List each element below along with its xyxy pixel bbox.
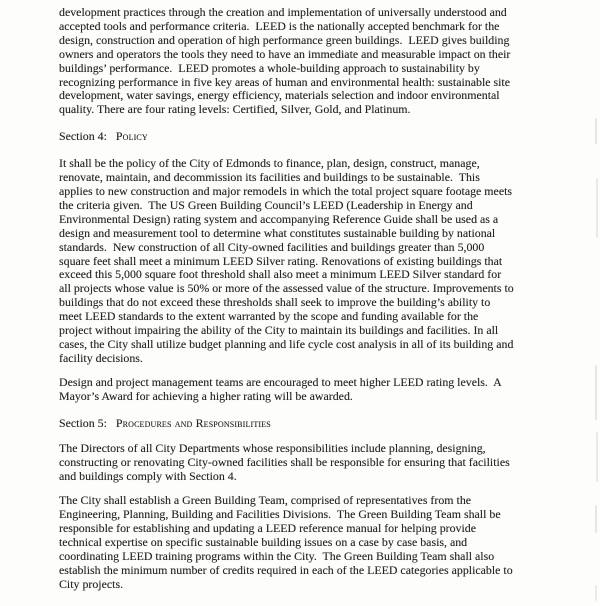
section-5-title: Procedures and Responsibilities <box>115 415 271 430</box>
section-4-label: Section 4: <box>59 129 107 144</box>
scan-artifact <box>595 585 597 601</box>
paragraph-mayors-award: Design and project management teams are encouraged to meet higher LEED rating levels. A Mayor’s Award for achieving a higher rating will be awarded. <box>59 374 505 403</box>
paragraph-policy-body: It shall be the policy of the City of Edmonds to finance, plan, design, construct, manage, renovate, maintain, and decommission its facilities and buildings to be sustainable. This applies to new construction and major remodels in which the total project square footage meets the criteria given. The US Green Building Council’s LEED (Leadership in Energy and Environmental Design) rating system and accompanying Reference Guide shall be used as a design and measurement tool to determine what constitutes sustainable building by national standards. New construction of all City-owned facilities and buildings greater than 5,000 square feet shall meet a minimum LEED Silver rating. Renovations of existing buildings that exceed this 5,000 square foot threshold shall also meet a minimum LEED Silver standard for all projects whose value is 50% or more of the assessed value of the structure. Improvements to buildings that do not exceed these thresholds shall seek to improve the building’s ability to meet LEED standards to the extent warranted by the scope and funding available for the project without impairing the ability of the City to maintain its buildings and facilities. In all cases, the City shall utilize budget planning and life cycle cost analysis in all of its building and facility decisions. <box>59 156 517 365</box>
section-5-label: Section 5: <box>59 415 107 430</box>
section-4-title: Policy <box>115 129 148 144</box>
scan-artifact <box>595 365 597 420</box>
document-body <box>59 5 517 592</box>
section-5-heading <box>59 417 514 431</box>
section-4-heading <box>59 130 514 144</box>
scan-artifact <box>596 178 598 238</box>
paragraph-directors-responsibility: The Directors of all City Departments whose responsibilities include planning, designing, constructing or renovating City-owned facilities shall be responsible for ensuring that facilities and buildings comply with Section 4. <box>59 441 513 484</box>
scan-artifact <box>595 505 597 533</box>
scan-artifact <box>595 118 597 144</box>
paragraph-green-building-team: The City shall establish a Green Building Team, comprised of representatives from the Engineering, Planning, Building and Facilities Divisions. The Green Building Team shall be responsible for establishing and updating a LEED reference manual for helping provide technical expertise on specific sustainable building issues on a case by case basis, and coordinating LEED training programs within the City. The Green Building Team shall also establish the minimum number of credits required in each of the LEED categories applicable to City projects. <box>59 493 516 591</box>
paragraph-leed-intro: development practices through the creation and implementation of universally understood and accepted tools and performance criteria. LEED is the nationally accepted benchmark for the design, construction and operation of high performance green buildings. LEED gives building owners and operators the tools they need to have an immediate and measurable impact on their buildings’ performance. LEED promotes a whole-building approach to sustainability by recognizing performance in five key areas of human and environmental health: sustainable site development, water savings, energy efficiency, materials selection and indoor environmental quality. There are four rating levels: Certified, Silver, Gold, and Platinum. <box>59 5 514 117</box>
scan-artifact <box>596 432 598 482</box>
